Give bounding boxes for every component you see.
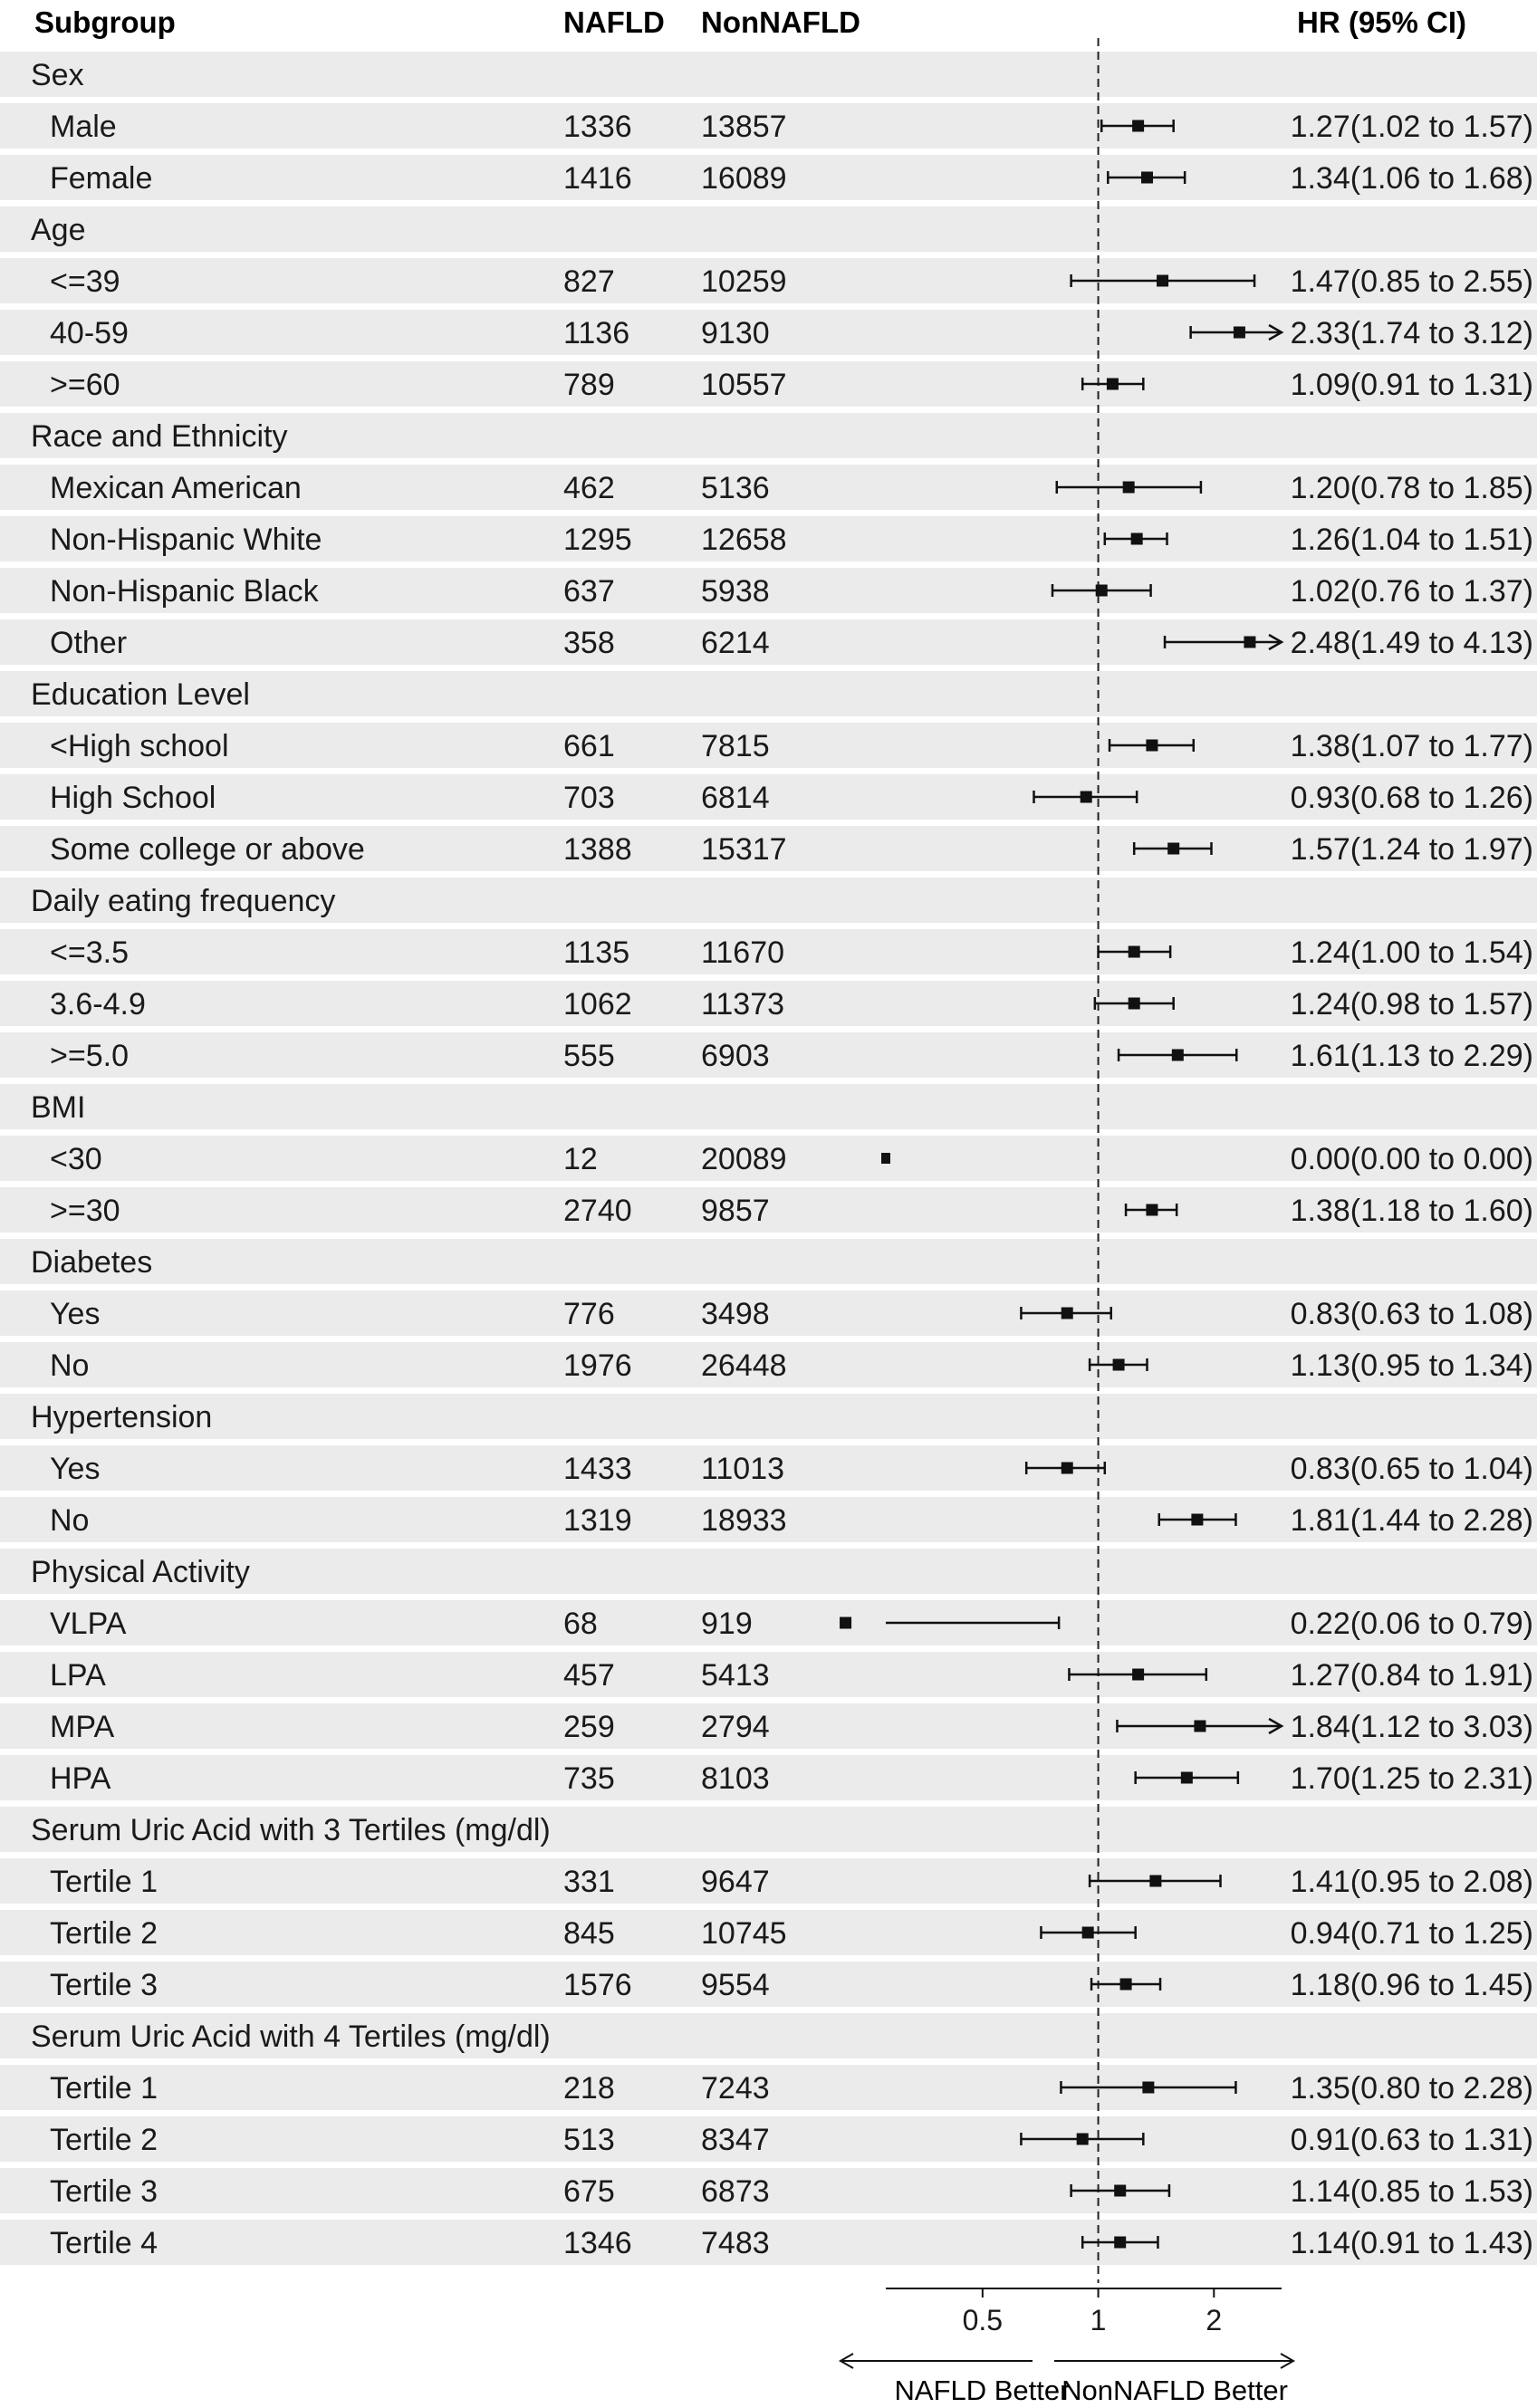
nafld-count: 703 [563,781,615,815]
group-label: Age [31,213,86,247]
direction-labels [895,2374,1288,2406]
nafld-count: 218 [563,2071,615,2106]
hr-point [1244,637,1255,648]
hr-ci-text: 0.83(0.63 to 1.08) [1290,1297,1533,1331]
subgroup-label: LPA [50,1658,106,1693]
hr-ci-text: 0.93(0.68 to 1.26) [1290,781,1533,815]
nonnafld-count: 16089 [701,161,787,196]
nonnafld-count: 11013 [701,1452,785,1486]
hr-point [1114,2237,1126,2249]
subgroup-label: <30 [50,1142,102,1176]
nonnafld-count: 6214 [701,626,770,660]
hr-point [1120,1979,1132,1991]
row-band [0,1394,1537,1439]
subgroup-label: Non-Hispanic White [50,523,322,557]
subgroup-label: Female [50,161,153,196]
nafld-count: 735 [563,1761,615,1796]
hr-point [1082,1927,1094,1939]
group-label: Hypertension [31,1400,213,1434]
nonnafld-count: 9857 [701,1194,770,1228]
subgroup-label: Other [50,626,128,660]
hr-ci-text: 1.70(1.25 to 2.31) [1290,1761,1533,1796]
subgroup-label: No [50,1348,90,1383]
subgroup-label: Tertile 4 [50,2226,159,2260]
table-header [34,5,1466,39]
nafld-count: 827 [563,264,615,299]
hr-ci-text: 1.84(1.12 to 3.03) [1290,1710,1533,1744]
row-band [0,206,1537,252]
hr-point [1107,379,1119,390]
nafld-count: 1576 [563,1968,632,2002]
hr-point [1146,1204,1158,1216]
subgroup-label: >=5.0 [50,1039,129,1073]
x-axis-tick-label: 1 [1090,2304,1107,2336]
header-hr: HR (95% CI) [1297,5,1467,39]
hr-ci-text: 1.41(0.95 to 2.08) [1290,1865,1533,1899]
nafld-count: 1319 [563,1503,632,1538]
hr-ci-text: 0.91(0.63 to 1.31) [1290,2123,1533,2157]
group-label: Education Level [31,677,250,712]
hr-ci-text: 2.48(1.49 to 4.13) [1290,626,1533,660]
header-nonnafld: NonNAFLD [701,5,860,39]
subgroup-label: Yes [50,1297,101,1331]
hr-point [1113,1359,1125,1371]
group-label: Race and Ethnicity [31,419,288,454]
nafld-count: 1416 [563,161,632,196]
nafld-count: 1135 [563,935,630,970]
x-axis-tick-label: 0.5 [962,2304,1004,2336]
direction-right-label: NonNAFLD Better [1061,2374,1288,2406]
hr-point [1061,1463,1073,1474]
subgroup-label: Yes [50,1452,101,1486]
nafld-count: 1062 [563,987,632,1022]
x-axis [841,2288,1293,2368]
hr-ci-text: 1.38(1.18 to 1.60) [1290,1194,1533,1228]
group-label: Daily eating frequency [31,884,336,918]
hr-point [1132,1669,1144,1681]
nonnafld-count: 13857 [701,110,787,144]
nonnafld-count: 20089 [701,1142,787,1176]
hr-point [1157,275,1168,287]
hr-point [1181,1772,1193,1784]
nafld-count: 637 [563,574,615,609]
hr-ci-text: 1.61(1.13 to 2.29) [1290,1039,1533,1073]
group-label: Serum Uric Acid with 4 Tertiles (mg/dl) [31,2019,551,2054]
nonnafld-count: 9647 [701,1865,770,1899]
subgroup-label: No [50,1503,90,1538]
subgroup-label: Tertile 2 [50,1916,159,1951]
nonnafld-count: 9554 [701,1968,770,2002]
subgroup-label: Tertile 3 [50,1968,159,2002]
hr-point [881,1153,890,1164]
row-band [0,52,1537,97]
hr-ci-text: 1.57(1.24 to 1.97) [1290,832,1533,867]
nonnafld-count: 5413 [701,1658,770,1693]
hr-point [1129,946,1140,958]
group-label: Serum Uric Acid with 3 Tertiles (mg/dl) [31,1813,551,1847]
hr-point [1191,1514,1203,1526]
nonnafld-count: 18933 [701,1503,787,1538]
subgroup-label: HPA [50,1761,111,1796]
hr-point [1077,2134,1089,2145]
nonnafld-count: 3498 [701,1297,770,1331]
hr-ci-text: 0.83(0.65 to 1.04) [1290,1452,1533,1486]
nafld-count: 776 [563,1297,615,1331]
nafld-count: 1976 [563,1348,632,1383]
hr-ci-text: 1.26(1.04 to 1.51) [1290,523,1533,557]
hr-ci-text: 1.38(1.07 to 1.77) [1290,729,1533,763]
nonnafld-count: 9130 [701,316,770,350]
nonnafld-count: 12658 [701,523,787,557]
hr-point [1142,2082,1154,2094]
group-label: Physical Activity [31,1555,250,1589]
nonnafld-count: 8103 [701,1761,770,1796]
hr-ci-text: 1.14(0.91 to 1.43) [1290,2226,1533,2260]
hr-ci-text: 1.35(0.80 to 2.28) [1290,2071,1533,2106]
header-nafld: NAFLD [563,5,665,39]
hr-ci-text: 1.14(0.85 to 1.53) [1290,2174,1533,2209]
group-label: BMI [31,1090,86,1125]
nafld-count: 1336 [563,110,632,144]
nafld-count: 555 [563,1039,615,1073]
hr-point [1149,1876,1161,1887]
nonnafld-count: 5938 [701,574,770,609]
nonnafld-count: 26448 [701,1348,787,1383]
nonnafld-count: 11373 [701,987,785,1022]
nonnafld-count: 15317 [701,832,787,867]
nonnafld-count: 10557 [701,368,787,402]
hr-point [1132,120,1144,132]
nafld-count: 259 [563,1710,615,1744]
group-label: Sex [31,58,84,92]
nonnafld-count: 6903 [701,1039,770,1073]
subgroup-label: High School [50,781,216,815]
nonnafld-count: 10745 [701,1916,787,1951]
nafld-count: 789 [563,368,615,402]
hr-ci-text: 1.18(0.96 to 1.45) [1290,1968,1533,2002]
hr-point [1141,172,1153,184]
nonnafld-count: 6873 [701,2174,770,2209]
nafld-count: 845 [563,1916,615,1951]
subgroup-label: Tertile 1 [50,1865,159,1899]
nonnafld-count: 7243 [701,2071,770,2106]
nafld-count: 68 [563,1607,598,1641]
nafld-count: 331 [563,1865,615,1899]
hr-ci-text: 1.09(0.91 to 1.31) [1290,368,1533,402]
subgroup-label: Non-Hispanic Black [50,574,319,609]
hr-point [1129,998,1140,1010]
nafld-count: 1388 [563,832,632,867]
hr-ci-text: 1.27(1.02 to 1.57) [1290,110,1533,144]
header-subgroup: Subgroup [34,5,176,39]
nonnafld-count: 7815 [701,729,770,763]
hr-ci-text: 1.24(0.98 to 1.57) [1290,987,1533,1022]
hr-ci-text: 1.24(1.00 to 1.54) [1290,935,1533,970]
subgroup-label: <=39 [50,264,120,299]
group-label: Diabetes [31,1245,153,1280]
nafld-count: 457 [563,1658,615,1693]
nafld-count: 513 [563,2123,615,2157]
nafld-count: 462 [563,471,615,505]
hr-point [1167,843,1179,855]
subgroup-label: Male [50,110,117,144]
nonnafld-count: 10259 [701,264,787,299]
hr-point [1234,327,1245,339]
subgroup-label: Some college or above [50,832,365,867]
subgroup-label: 3.6-4.9 [50,987,146,1022]
nonnafld-count: 6814 [701,781,770,815]
row-band [0,1084,1537,1129]
hr-point [1172,1050,1184,1061]
hr-ci-text: 1.13(0.95 to 1.34) [1290,1348,1533,1383]
subgroup-label: >=30 [50,1194,120,1228]
nafld-count: 358 [563,626,615,660]
hr-ci-text: 1.20(0.78 to 1.85) [1290,471,1533,505]
hr-point [1081,791,1092,803]
hr-ci-text: 1.34(1.06 to 1.68) [1290,161,1533,196]
nafld-count: 1433 [563,1452,632,1486]
subgroup-label: <High school [50,729,229,763]
nafld-count: 1295 [563,523,632,557]
nonnafld-count: 11670 [701,935,785,970]
nafld-count: 675 [563,2174,615,2209]
direction-left-label: NAFLD Better [894,2374,1070,2406]
nafld-count: 1346 [563,2226,632,2260]
hr-ci-text: 1.47(0.85 to 2.55) [1290,264,1533,299]
subgroup-label: Tertile 2 [50,2123,159,2157]
nafld-count: 1136 [563,316,630,350]
hr-ci-text: 2.33(1.74 to 3.12) [1290,316,1533,350]
subgroup-label: MPA [50,1710,115,1744]
subgroup-label: 40-59 [50,316,129,350]
subgroup-label: Tertile 1 [50,2071,159,2106]
x-axis-tick-label: 2 [1206,2304,1223,2336]
nonnafld-count: 5136 [701,471,770,505]
subgroup-label: Mexican American [50,471,302,505]
nonnafld-count: 8347 [701,2123,770,2157]
nafld-count: 661 [563,729,615,763]
hr-ci-text: 1.02(0.76 to 1.37) [1290,574,1533,609]
nafld-count: 12 [563,1142,598,1176]
hr-ci-text: 0.22(0.06 to 0.79) [1290,1607,1533,1641]
subgroup-label: VLPA [50,1607,127,1641]
row-band [0,1239,1537,1284]
subgroup-label: Tertile 3 [50,2174,159,2209]
subgroup-label: >=60 [50,368,120,402]
nafld-count: 2740 [563,1194,632,1228]
hr-ci-text: 1.81(1.44 to 2.28) [1290,1503,1533,1538]
nonnafld-count: 7483 [701,2226,770,2260]
hr-ci-text: 0.94(0.71 to 1.25) [1290,1916,1533,1951]
hr-point [1096,585,1108,597]
nonnafld-count: 2794 [701,1710,770,1744]
nonnafld-count: 919 [701,1607,753,1641]
hr-point [1114,2185,1126,2197]
hr-point [840,1617,851,1629]
subgroup-label: <=3.5 [50,935,129,970]
hr-point [1194,1721,1206,1732]
hr-ci-text: 0.00(0.00 to 0.00) [1290,1142,1533,1176]
hr-point [1061,1308,1073,1319]
hr-point [1123,482,1135,494]
hr-point [1131,533,1143,545]
hr-point [1146,740,1158,752]
hr-ci-text: 1.27(0.84 to 1.91) [1290,1658,1533,1693]
